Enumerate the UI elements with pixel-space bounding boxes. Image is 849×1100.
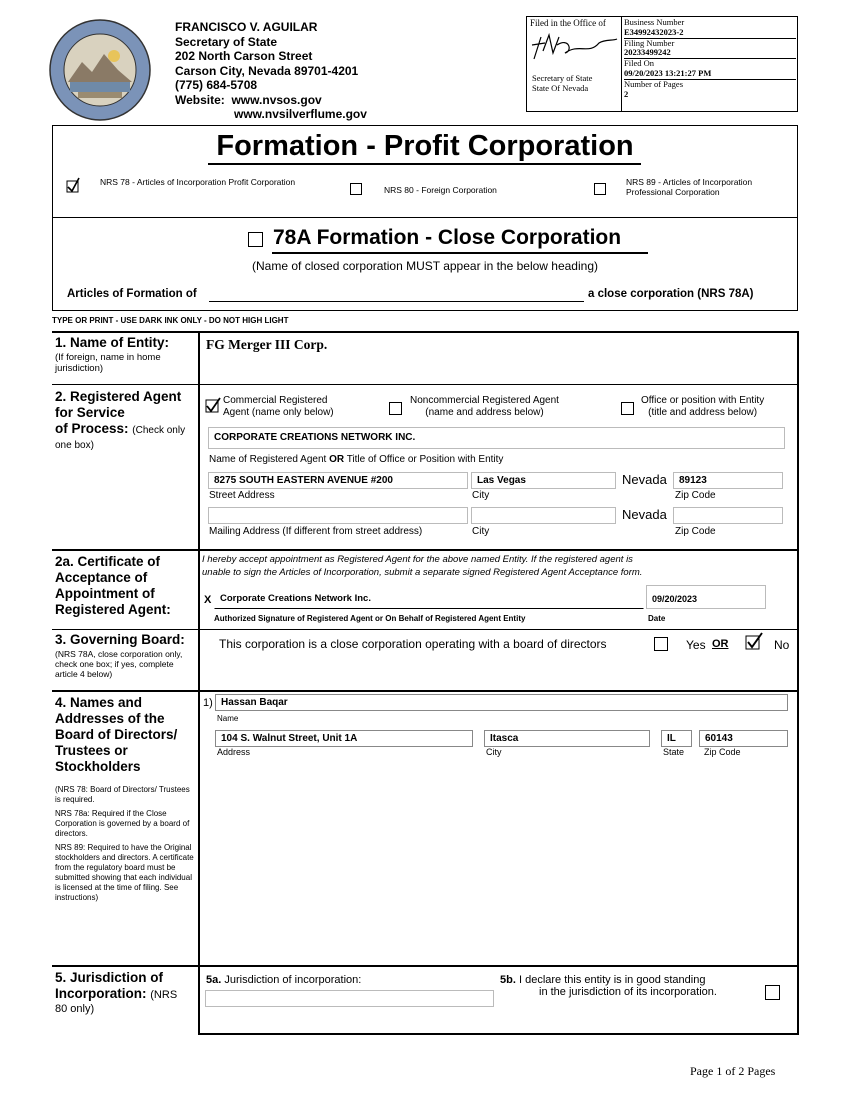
business-number-label: Business Number <box>624 17 685 27</box>
street-address-field[interactable]: 8275 SOUTH EASTERN AVENUE #200 <box>208 472 468 489</box>
form-title: Formation - Profit Corporation <box>216 130 634 162</box>
office-position-label2: (title and address below) <box>648 407 758 418</box>
official-title: Secretary of State <box>175 34 278 49</box>
instructions: TYPE OR PRINT - USE DARK INK ONLY - DO NOT HIGH LIGHT <box>52 316 289 325</box>
agent-name-field[interactable]: CORPORATE CREATIONS NETWORK INC. <box>208 427 785 449</box>
mailing-state-value: Nevada <box>622 507 667 522</box>
jurisdiction-label: Jurisdiction of incorporation: <box>224 974 362 986</box>
city-field[interactable]: Las Vegas <box>471 472 616 489</box>
mailing-zip-field[interactable] <box>673 507 783 524</box>
agent-name-label: Name of Registered Agent <box>209 454 327 465</box>
no-label: No <box>774 638 790 652</box>
office-position-label1: Office or position with Entity <box>641 395 765 406</box>
director-name-field[interactable]: Hassan Baqar <box>215 694 788 711</box>
filed-on-label: Filed On <box>624 58 654 69</box>
close-corp-suffix: a close corporation (NRS 78A) <box>588 288 754 300</box>
filing-stamp-box <box>526 16 798 112</box>
sec5-title1: 5. Jurisdiction of <box>55 970 164 985</box>
pages-label: Number of Pages <box>624 78 684 89</box>
director-zip-field[interactable]: 60143 <box>699 730 788 747</box>
entity-name-value[interactable]: FG Merger III Corp. <box>206 337 328 352</box>
sec2a-title3: Appointment of <box>55 586 155 601</box>
zip-label: Zip Code <box>675 490 716 501</box>
official-name: FRANCISCO V. AGUILAR <box>175 20 318 34</box>
sec2-title2: for Service <box>55 405 125 420</box>
sec5a-num: 5a. <box>206 974 222 986</box>
address-line1: 202 North Carson Street <box>175 49 313 63</box>
agent-name-or: OR <box>329 454 345 465</box>
nrs80-checkbox[interactable] <box>350 183 362 195</box>
sec4-title1: 4. Names and <box>55 695 143 710</box>
or-label: OR <box>712 638 729 650</box>
close-corp-title: 78A Formation - Close Corporation <box>273 226 622 249</box>
commercial-agent-label2: Agent (name only below) <box>223 407 334 418</box>
director-city-label: City <box>486 747 502 757</box>
director-zip-label: Zip Code <box>704 747 741 757</box>
agent-title-label: Title of Office or Position with Entity <box>346 454 504 465</box>
close-corp-note: (Name of closed corporation MUST appear in the below heading) <box>252 259 598 273</box>
office-position-checkbox[interactable] <box>621 402 634 415</box>
pages-count: 2 <box>624 88 629 99</box>
commercial-agent-checkbox[interactable] <box>206 402 218 414</box>
date-label: Date <box>648 614 666 623</box>
sec5-note2: 80 only) <box>55 1003 95 1015</box>
sec2a-title1: 2a. Certificate of <box>55 554 161 569</box>
sec2-title3: of Process: <box>55 421 129 436</box>
mailing-city-field[interactable] <box>471 507 616 524</box>
articles-of-formation-label: Articles of Formation of <box>67 288 197 300</box>
signature-x: X <box>204 594 212 606</box>
close-corp-name-line[interactable] <box>209 301 584 302</box>
good-standing-label1: I declare this entity is in good standing <box>518 974 706 986</box>
good-standing-checkbox[interactable] <box>765 985 780 1000</box>
sec3-title: 3. Governing Board: <box>55 632 185 647</box>
sos-line2: State Of Nevada <box>532 83 589 93</box>
city-label: City <box>472 490 490 501</box>
nrs78-label: NRS 78 - Articles of Incorporation Profit Corporation <box>100 177 296 187</box>
nrs89-checkbox[interactable] <box>594 183 606 195</box>
nrs80-label: NRS 80 - Foreign Corporation <box>384 185 497 195</box>
address-line2: Carson City, Nevada 89701-4201 <box>175 63 359 78</box>
sec2-note2: one box) <box>55 440 94 451</box>
website-link-1[interactable]: www.nvsos.gov <box>231 92 322 107</box>
director-city-field[interactable]: Itasca <box>484 730 650 747</box>
noncommercial-agent-label2: (name and address below) <box>425 407 544 418</box>
sec2a-title2: Acceptance of <box>55 570 148 585</box>
sec5-note: (NRS <box>150 989 178 1001</box>
page-number: Page 1 of 2 Pages <box>690 1064 776 1078</box>
director-address-label: Address <box>217 747 251 757</box>
mailing-zip-label: Zip Code <box>675 526 716 537</box>
close-corp-checkbox[interactable] <box>248 232 263 247</box>
governing-board-yes-checkbox[interactable] <box>654 637 668 651</box>
sec4-title4: Trustees or <box>55 743 128 758</box>
state-seal <box>48 18 152 122</box>
filing-number: 20233499242 <box>624 48 796 59</box>
sec4-note2: NRS 78a: Required if the Close Corporation is governed by a board of directors. <box>55 809 190 838</box>
filed-on: 09/20/2023 13:21:27 PM <box>624 69 796 80</box>
director-number: 1) <box>203 697 213 709</box>
acceptance-text-line2: unable to sign the Articles of Incorporation, submit a separate signed Registered Agent Acceptance form. <box>202 566 643 578</box>
sec4-title2: Addresses of the <box>55 711 165 726</box>
governing-board-no-checkbox[interactable] <box>746 637 758 649</box>
jurisdiction-field[interactable] <box>205 990 494 1007</box>
director-state-field[interactable]: IL <box>661 730 692 747</box>
sec1-note: (If foreign, name in home jurisdiction) <box>55 352 161 374</box>
director-name-label: Name <box>217 714 239 723</box>
phone: (775) 684-5708 <box>175 78 258 92</box>
sec1-title: 1. Name of Entity: <box>55 335 170 350</box>
sec4-note1: (NRS 78: Board of Directors/ Trustees is required. <box>55 785 190 804</box>
acceptance-text-line1: I hereby accept appointment as Registered Agent for the above named Entity. If the registered agent is <box>202 554 633 565</box>
street-address-label: Street Address <box>209 490 275 501</box>
nrs78-checkbox[interactable] <box>67 182 79 194</box>
state-value: Nevada <box>622 472 667 487</box>
nrs89-label: NRS 89 - Articles of Incorporation Professional Corporation <box>626 177 753 197</box>
yes-label: Yes <box>686 638 706 652</box>
commercial-agent-label1: Commercial Registered <box>223 395 328 406</box>
sec5-title2: Incorporation: <box>55 986 147 1001</box>
website-label: Website: <box>175 92 225 107</box>
sec4-title5: Stockholders <box>55 759 141 774</box>
sos-line1: Secretary of State <box>532 73 593 83</box>
good-standing-label2: in the jurisdiction of its incorporation. <box>539 986 717 998</box>
mailing-address-label: Mailing Address (If different from street address) <box>209 526 423 537</box>
filing-signature <box>529 31 619 67</box>
sec4-title3: Board of Directors/ <box>55 727 178 742</box>
filed-in-label: Filed in the Office of <box>530 18 606 28</box>
filing-number-label: Filing Number <box>624 37 675 48</box>
website-link-2[interactable]: www.nvsilverflume.gov <box>234 107 367 121</box>
director-address-field[interactable]: 104 S. Walnut Street, Unit 1A <box>215 730 473 747</box>
governing-board-text: This corporation is a close corporation operating with a board of directors <box>219 637 607 651</box>
noncommercial-agent-checkbox[interactable] <box>389 402 402 415</box>
mailing-city-label: City <box>472 526 490 537</box>
business-number: E34992432023-2 <box>624 28 796 39</box>
sec2a-title4: Registered Agent: <box>55 602 171 617</box>
signature-date-field[interactable]: 09/20/2023 <box>646 585 766 609</box>
mailing-address-field[interactable] <box>208 507 468 524</box>
agent-signature-field[interactable]: Corporate Creations Network Inc. <box>214 589 644 609</box>
director-state-label: State <box>663 747 685 757</box>
sec2-note: (Check only <box>132 425 186 436</box>
sec4-note3: NRS 89: Required to have the Original stockholders and directors. A certificate from the regulatory board must be submitted showing that each individual is licensed at the time of filing. See instructions) <box>55 843 194 902</box>
noncommercial-agent-label1: Noncommercial Registered Agent <box>410 395 559 406</box>
zip-field[interactable]: 89123 <box>673 472 783 489</box>
sec2-title1: 2. Registered Agent <box>55 389 182 404</box>
sec5b-num: 5b. <box>500 974 516 986</box>
sec3-note: (NRS 78A, close corporation only, check one box; if yes, complete article 4 below) <box>55 649 183 679</box>
signature-label: Authorized Signature of Registered Agent or On Behalf of Registered Agent Entity <box>214 614 526 623</box>
